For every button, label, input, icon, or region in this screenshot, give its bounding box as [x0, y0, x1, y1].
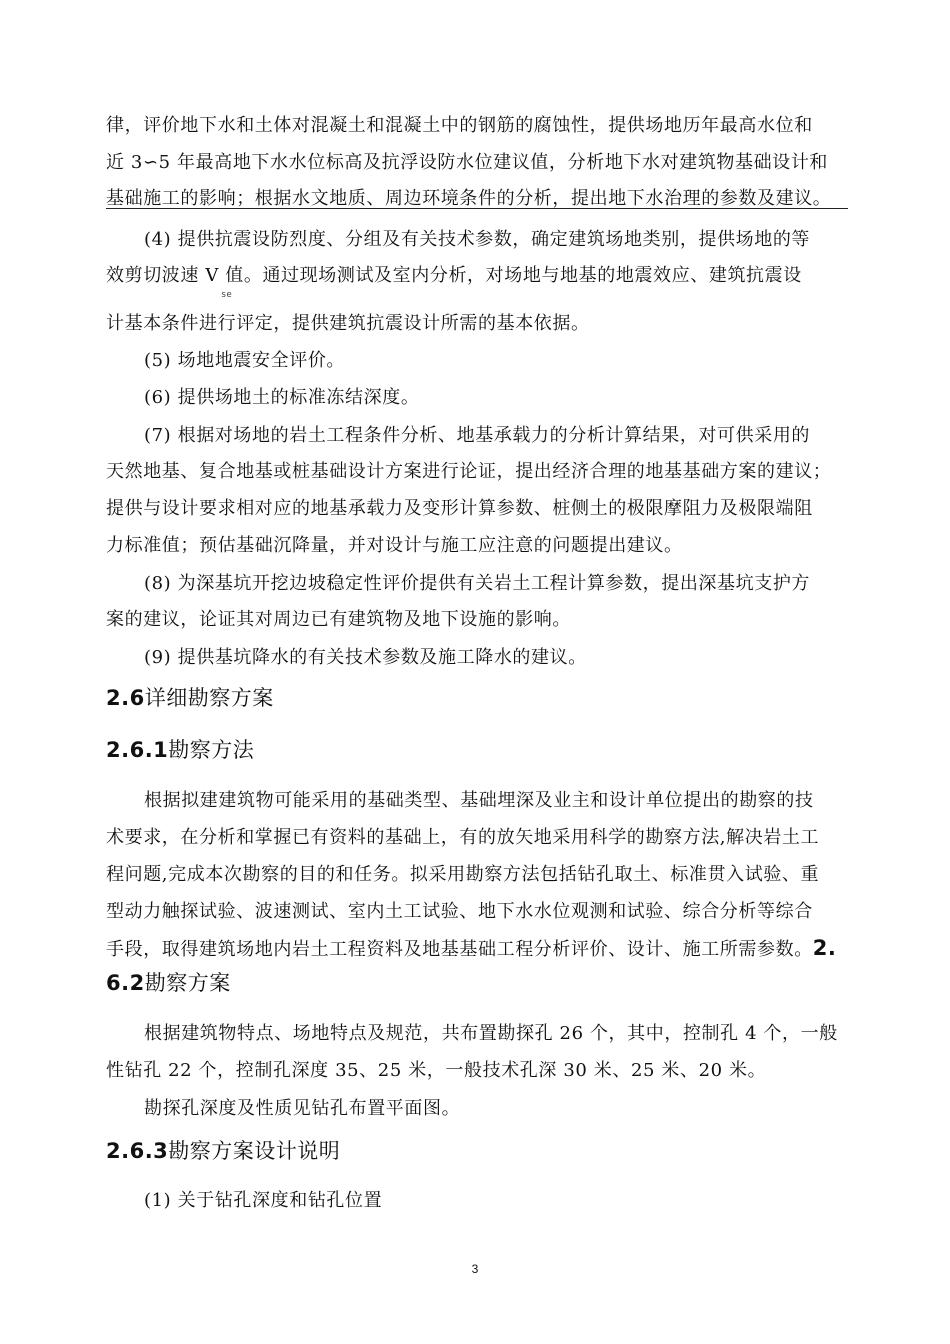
heading-2-6-1: [106, 736, 846, 764]
paragraph-line: 根据建筑物特点、场地特点及规范，共布置勘探孔 26 个，其中，控制孔 4 个，一般: [144, 1023, 838, 1044]
section-rule: [106, 208, 848, 209]
heading-number: 2.6.3: [106, 1139, 169, 1163]
paragraph-line: 效剪切波速 V 值。通过现场测试及室内分析，对场地与地基的地震效应、建筑抗震设: [106, 265, 802, 286]
paragraph-line: 型动力触探试验、波速测试、室内土工试验、地下水水位观测和试验、综合分析等综合: [106, 901, 813, 922]
list-item-9: (9) 提供基坑降水的有关技术参数及施工降水的建议。: [144, 647, 587, 668]
heading-text: 详细勘察方案: [144, 686, 274, 710]
list-item-5: (5) 场地地震安全评价。: [144, 350, 346, 371]
paragraph-line: 案的建议，论证其对周边已有建筑物及地下设施的影响。: [106, 609, 571, 630]
paragraph-line: 根据拟建建筑物可能采用的基础类型、基础埋深及业主和设计单位提出的勘察的技: [144, 790, 814, 811]
paragraph-line: 程问题,完成本次勘察的目的和任务。拟采用勘察方法包括钻孔取土、标准贯入试验、重: [106, 864, 820, 885]
paragraph-line: 计基本条件进行评定，提供建筑抗震设计所需的基本依据。: [106, 313, 590, 334]
heading-number: 2.6: [106, 686, 145, 710]
heading-2-6: [106, 684, 846, 712]
paragraph-line: 律，评价地下水和土体对混凝土和混凝土中的钢筋的腐蚀性，提供场地历年最高水位和: [106, 115, 813, 136]
heading-number: 2.6.1: [106, 738, 169, 762]
list-item-7: (7) 根据对场地的岩土工程条件分析、地基承载力的分析计算结果，对可供采用的: [144, 425, 811, 446]
paragraph-line: 术要求，在分析和掌握已有资料的基础上，有的放矢地采用科学的勘察方法,解决岩土工: [106, 827, 820, 848]
paragraph-line: 近 3∽5 年最高地下水水位标高及抗浮设防水位建议值，分析地下水对建筑物基础设计和: [106, 152, 829, 173]
heading-2-6-3: [106, 1137, 846, 1165]
page-number: 3: [471, 1262, 479, 1276]
paragraph-line: 基础施工的影响；根据水文地质、周边环境条件的分析，提出地下水治理的参数及建议。: [106, 188, 832, 209]
paragraph-line: 天然地基、复合地基或桩基础设计方案进行论证，提出经济合理的地基基础方案的建议；: [106, 461, 832, 482]
paragraph-line: [106, 936, 846, 962]
heading-text: 勘察方案: [144, 971, 231, 995]
heading-number: 6.2: [106, 971, 145, 995]
list-item-1: (1) 关于钻孔深度和钻孔位置: [144, 1190, 383, 1211]
list-item-4: (4) 提供抗震设防烈度、分组及有关技术参数，确定建筑场地类别，提供场地的等: [144, 229, 811, 250]
heading-text: 勘察方案设计说明: [168, 1139, 341, 1163]
list-item-6: (6) 提供场地土的标准冻结深度。: [144, 387, 420, 408]
paragraph-line: 勘探孔深度及性质见钻孔布置平面图。: [144, 1098, 461, 1119]
subscript-se: se: [221, 290, 232, 300]
list-item-8: (8) 为深基坑开挖边坡稳定性评价提供有关岩土工程计算参数，提出深基坑支护方: [144, 573, 811, 594]
heading-2-6-2: [106, 969, 846, 997]
paragraph-line: 提供与设计要求相对应的地基承载力及变形计算参数、桩侧土的极限摩阻力及极限端阻: [106, 498, 813, 519]
heading-text: 勘察方法: [168, 738, 255, 762]
paragraph-line: 力标准值；预估基础沉降量，并对设计与施工应注意的问题提出建议。: [106, 535, 683, 556]
paragraph-line: 性钻孔 22 个，控制孔深度 35、25 米，一般技术孔深 30 米、25 米、20 米。: [106, 1060, 767, 1081]
paragraph-text: 手段，取得建筑场地内岩土工程资料及地基基础工程分析评价、设计、施工所需参数。: [106, 939, 813, 960]
heading-number-fragment: 2.: [812, 936, 837, 960]
